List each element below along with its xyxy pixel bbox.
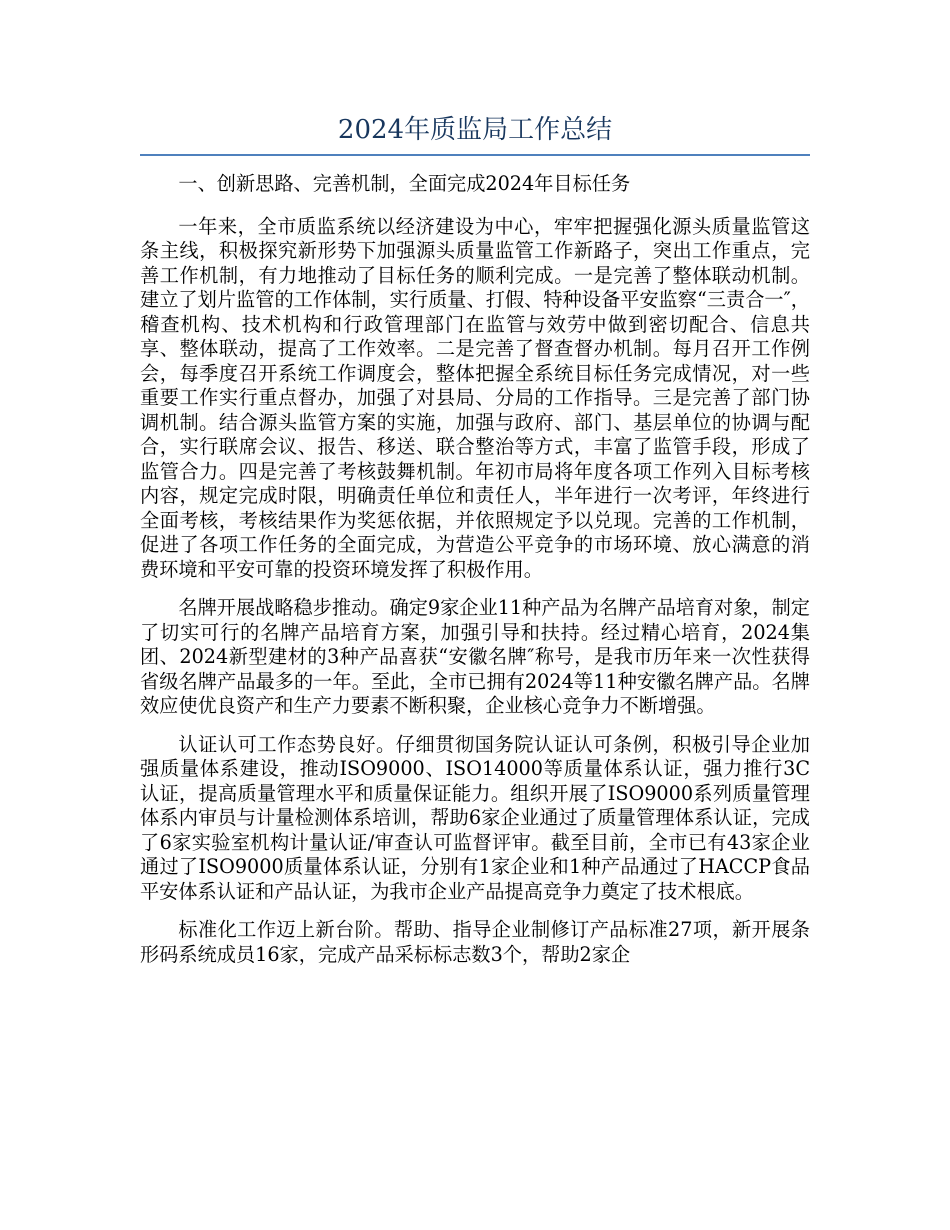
page-title: 2024年质监局工作总结 <box>337 115 613 145</box>
section-heading: 一、创新思路、完善机制，全面完成2024年目标任务 <box>178 172 631 195</box>
document-body <box>140 172 810 981</box>
paragraph-1: 一年来，全市质监系统以经济建设为中心，牢牢把握强化源头质量监管这条主线，积极探究新形势下加强源头质量监管工作新路子，突出工作重点，完善工作机制，有力地推动了目标任务的顺利完成。一是完善了整体联动机制。建立了划片监管的工作体制，实行质量、打假、特种设备平安监察“三责合一″，稽查机构、技术机构和行政管理部门在监管与效劳中做到密切配合、信息共享、整体联动，提高了工作效率。二是完善了督查督办机制。每月召开工作例会，每季度召开系统工作调度会，整体把握全系统目标任务完成情况，对一些重要工作实行重点督办，加强了对县局、分局的工作指导。三是完善了部门协调机制。结合源头监管方案的实施，加强与政府、部门、基层单位的协调与配合，实行联席会议、报告、移送、联合整治等方式，丰富了监管手段，形成了监管合力。四是完善了考核鼓舞机制。年初市局将年度各项工作列入目标考核内容，规定完成时限，明确责任单位和责任人，半年进行一次考评，年终进行全面考核，考核结果作为奖惩依据，并依照规定予以兑现。完善的工作机制，促进了各项工作任务的全面完成，为营造公平竞争的市场环境、放心满意的消费环境和平安可靠的投资环境发挥了积极作用。 <box>140 214 810 581</box>
paragraph-4: 标准化工作迈上新台阶。帮助、指导企业制修订产品标准27项，新开展条形码系统成员16家，完成产品采标标志数3个，帮助2家企 <box>140 918 810 966</box>
title-block <box>140 108 810 156</box>
paragraph-2: 名牌开展战略稳步推动。确定9家企业11种产品为名牌产品培育对象，制定了切实可行的名牌产品培育方案，加强引导和扶持。经过精心培育，2024集团、2024新型建材的3种产品喜获“安徽名牌″称号，是我市历年来一次性获得省级名牌产品最多的一年。至此，全市已拥有2024等11种安徽名牌产品。名牌效应使优良资产和生产力要素不断积聚，企业核心竞争力不断增强。 <box>140 596 810 717</box>
paragraph-3: 认证认可工作态势良好。仔细贯彻国务院认证认可条例，积极引导企业加强质量体系建设，推动ISO9000、ISO14000等质量体系认证，强力推行3C认证，提高质量管理水平和质量保证能力。组织开展了ISO9000系列质量管理体系内审员与计量检测体系培训，帮助6家企业通过了质量管理体系认证，完成了6家实验室机构计量认证/审查认可监督评审。截至目前，全市已有43家企业通过了ISO9000质量体系认证，分别有1家企业和1种产品通过了HACCP食品平安体系认证和产品认证，为我市企业产品提高竞争力奠定了技术根底。 <box>140 732 810 903</box>
